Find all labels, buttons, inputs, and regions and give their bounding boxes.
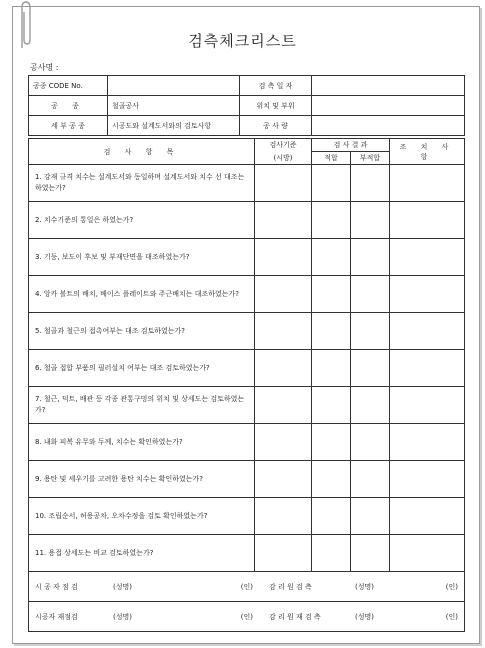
supervisor-check-label: 감 리 원 검 측 [269, 582, 312, 591]
fail-cell[interactable] [351, 239, 390, 276]
check-item: 4. 앙카 볼트의 배치, 베이스 플레이트와 주근배치는 대조하였는가? [29, 276, 255, 313]
contractor-recheck-label: 시공자 재점검 [35, 612, 78, 621]
seal-mark: (인) [445, 582, 458, 591]
criteria-cell[interactable] [255, 461, 312, 498]
name-placeholder: (성명) [355, 612, 374, 621]
supervisor-recheck-signature-field[interactable] [349, 612, 464, 622]
seal-mark: (인) [445, 612, 458, 621]
criteria-cell[interactable] [255, 239, 312, 276]
criteria-cell[interactable] [255, 350, 312, 387]
check-item: 11. 용접 상세도는 비교 검토하였는가? [29, 535, 255, 572]
name-placeholder: (성명) [113, 582, 132, 591]
action-cell[interactable] [390, 535, 465, 572]
pass-cell[interactable] [312, 350, 351, 387]
action-cell[interactable] [390, 350, 465, 387]
checklist-table [28, 138, 465, 632]
action-cell[interactable] [390, 202, 465, 239]
check-item: 3. 기둥, 보도이 후보 및 부재단면을 대조하였는가? [29, 239, 255, 276]
table-row [29, 239, 465, 276]
page-title: 검측체크리스트 [188, 32, 297, 50]
work-label: 공 종 [29, 96, 108, 116]
pass-cell[interactable] [312, 313, 351, 350]
fail-cell[interactable] [351, 535, 390, 572]
date-value [312, 76, 465, 96]
col-item-header: 검 사 항 목 [29, 139, 255, 165]
supervisor-recheck-label: 감 리 원 재 검 측 [269, 612, 321, 621]
code-label: 공종 CODE No. [29, 76, 108, 96]
criteria-cell[interactable] [255, 424, 312, 461]
col-criteria-sub: (시방) [255, 152, 312, 165]
action-cell[interactable] [390, 424, 465, 461]
action-cell[interactable] [390, 387, 465, 424]
contractor-recheck-signature-field[interactable] [107, 612, 259, 622]
site-name-label: 공사명 : [30, 63, 59, 72]
table-row [29, 276, 465, 313]
pass-cell[interactable] [312, 239, 351, 276]
fail-cell[interactable] [351, 313, 390, 350]
pass-cell[interactable] [312, 461, 351, 498]
detail-label: 세 부 공 종 [29, 116, 108, 136]
fail-cell[interactable] [351, 387, 390, 424]
pass-cell[interactable] [312, 424, 351, 461]
header-table [28, 75, 465, 136]
col-fail-header: 부적합 [351, 152, 390, 165]
stage-label: 공 사 량 [240, 116, 312, 136]
criteria-cell[interactable] [255, 498, 312, 535]
criteria-cell[interactable] [255, 387, 312, 424]
work-value: 철골공사 [108, 96, 240, 116]
check-item: 6. 철골 접합 부품의 필러설치 여부는 대조 검토하였는가? [29, 350, 255, 387]
name-placeholder: (성명) [355, 582, 374, 591]
check-item: 1. 강재 규격 치수는 설계도서와 동일하며 설계도서와 치수 선 대조는 하였는가? [29, 165, 255, 202]
check-item: 5. 철골과 철근의 접촉여부는 대조 검토하였는가? [29, 313, 255, 350]
seal-mark: (인) [240, 582, 253, 591]
pass-cell[interactable] [312, 535, 351, 572]
action-cell[interactable] [390, 239, 465, 276]
col-action-header: 조 치 사 항 [390, 139, 465, 165]
contractor-check-label: 시 공 자 점 검 [35, 582, 78, 591]
seal-mark: (인) [240, 612, 253, 621]
criteria-cell[interactable] [255, 202, 312, 239]
signature-row [29, 572, 465, 602]
table-row [29, 461, 465, 498]
pass-cell[interactable] [312, 387, 351, 424]
check-item: 9. 용탄 및 세우기를 고려한 용탄 치수는 확인하였는가? [29, 461, 255, 498]
check-item: 2. 치수기준의 통일은 하였는가? [29, 202, 255, 239]
supervisor-signature-field[interactable] [349, 582, 464, 592]
col-result-header: 검 사 결 과 [312, 139, 390, 152]
check-item: 10. 조립순서, 허용공차, 오차수정을 검토 확인하였는가? [29, 498, 255, 535]
fail-cell[interactable] [351, 202, 390, 239]
col-pass-header: 적합 [312, 152, 351, 165]
location-value [312, 96, 465, 116]
criteria-cell[interactable] [255, 535, 312, 572]
col-criteria-header: 검사기준 [255, 139, 312, 152]
pass-cell[interactable] [312, 276, 351, 313]
table-row [29, 202, 465, 239]
location-label: 위치 및 부위 [240, 96, 312, 116]
action-cell[interactable] [390, 461, 465, 498]
fail-cell[interactable] [351, 276, 390, 313]
contractor-signature-field[interactable] [107, 582, 259, 592]
fail-cell[interactable] [351, 461, 390, 498]
table-row [29, 498, 465, 535]
pass-cell[interactable] [312, 165, 351, 202]
criteria-cell[interactable] [255, 165, 312, 202]
name-placeholder: (성명) [113, 612, 132, 621]
fail-cell[interactable] [351, 424, 390, 461]
signature-row [29, 602, 465, 632]
pass-cell[interactable] [312, 202, 351, 239]
action-cell[interactable] [390, 276, 465, 313]
criteria-cell[interactable] [255, 313, 312, 350]
detail-value: 시공도와 설계도서와의 검토사항 [108, 116, 240, 136]
pass-cell[interactable] [312, 498, 351, 535]
fail-cell[interactable] [351, 165, 390, 202]
table-row [29, 350, 465, 387]
code-value [108, 76, 240, 96]
table-row [29, 313, 465, 350]
check-item: 7. 철근, 덕트, 배관 등 각종 관통구멍의 위치 및 상세도는 검토하였는가? [29, 387, 255, 424]
fail-cell[interactable] [351, 498, 390, 535]
date-label: 검 측 일 자 [240, 76, 312, 96]
stage-value [312, 116, 465, 136]
action-cell[interactable] [390, 313, 465, 350]
check-item: 8. 내화 피복 유무와 두께, 치수는 확인하였는가? [29, 424, 255, 461]
criteria-cell[interactable] [255, 276, 312, 313]
fail-cell[interactable] [351, 350, 390, 387]
action-cell[interactable] [390, 498, 465, 535]
table-row [29, 387, 465, 424]
table-row [29, 424, 465, 461]
action-cell[interactable] [390, 165, 465, 202]
table-row [29, 535, 465, 572]
table-row [29, 165, 465, 202]
